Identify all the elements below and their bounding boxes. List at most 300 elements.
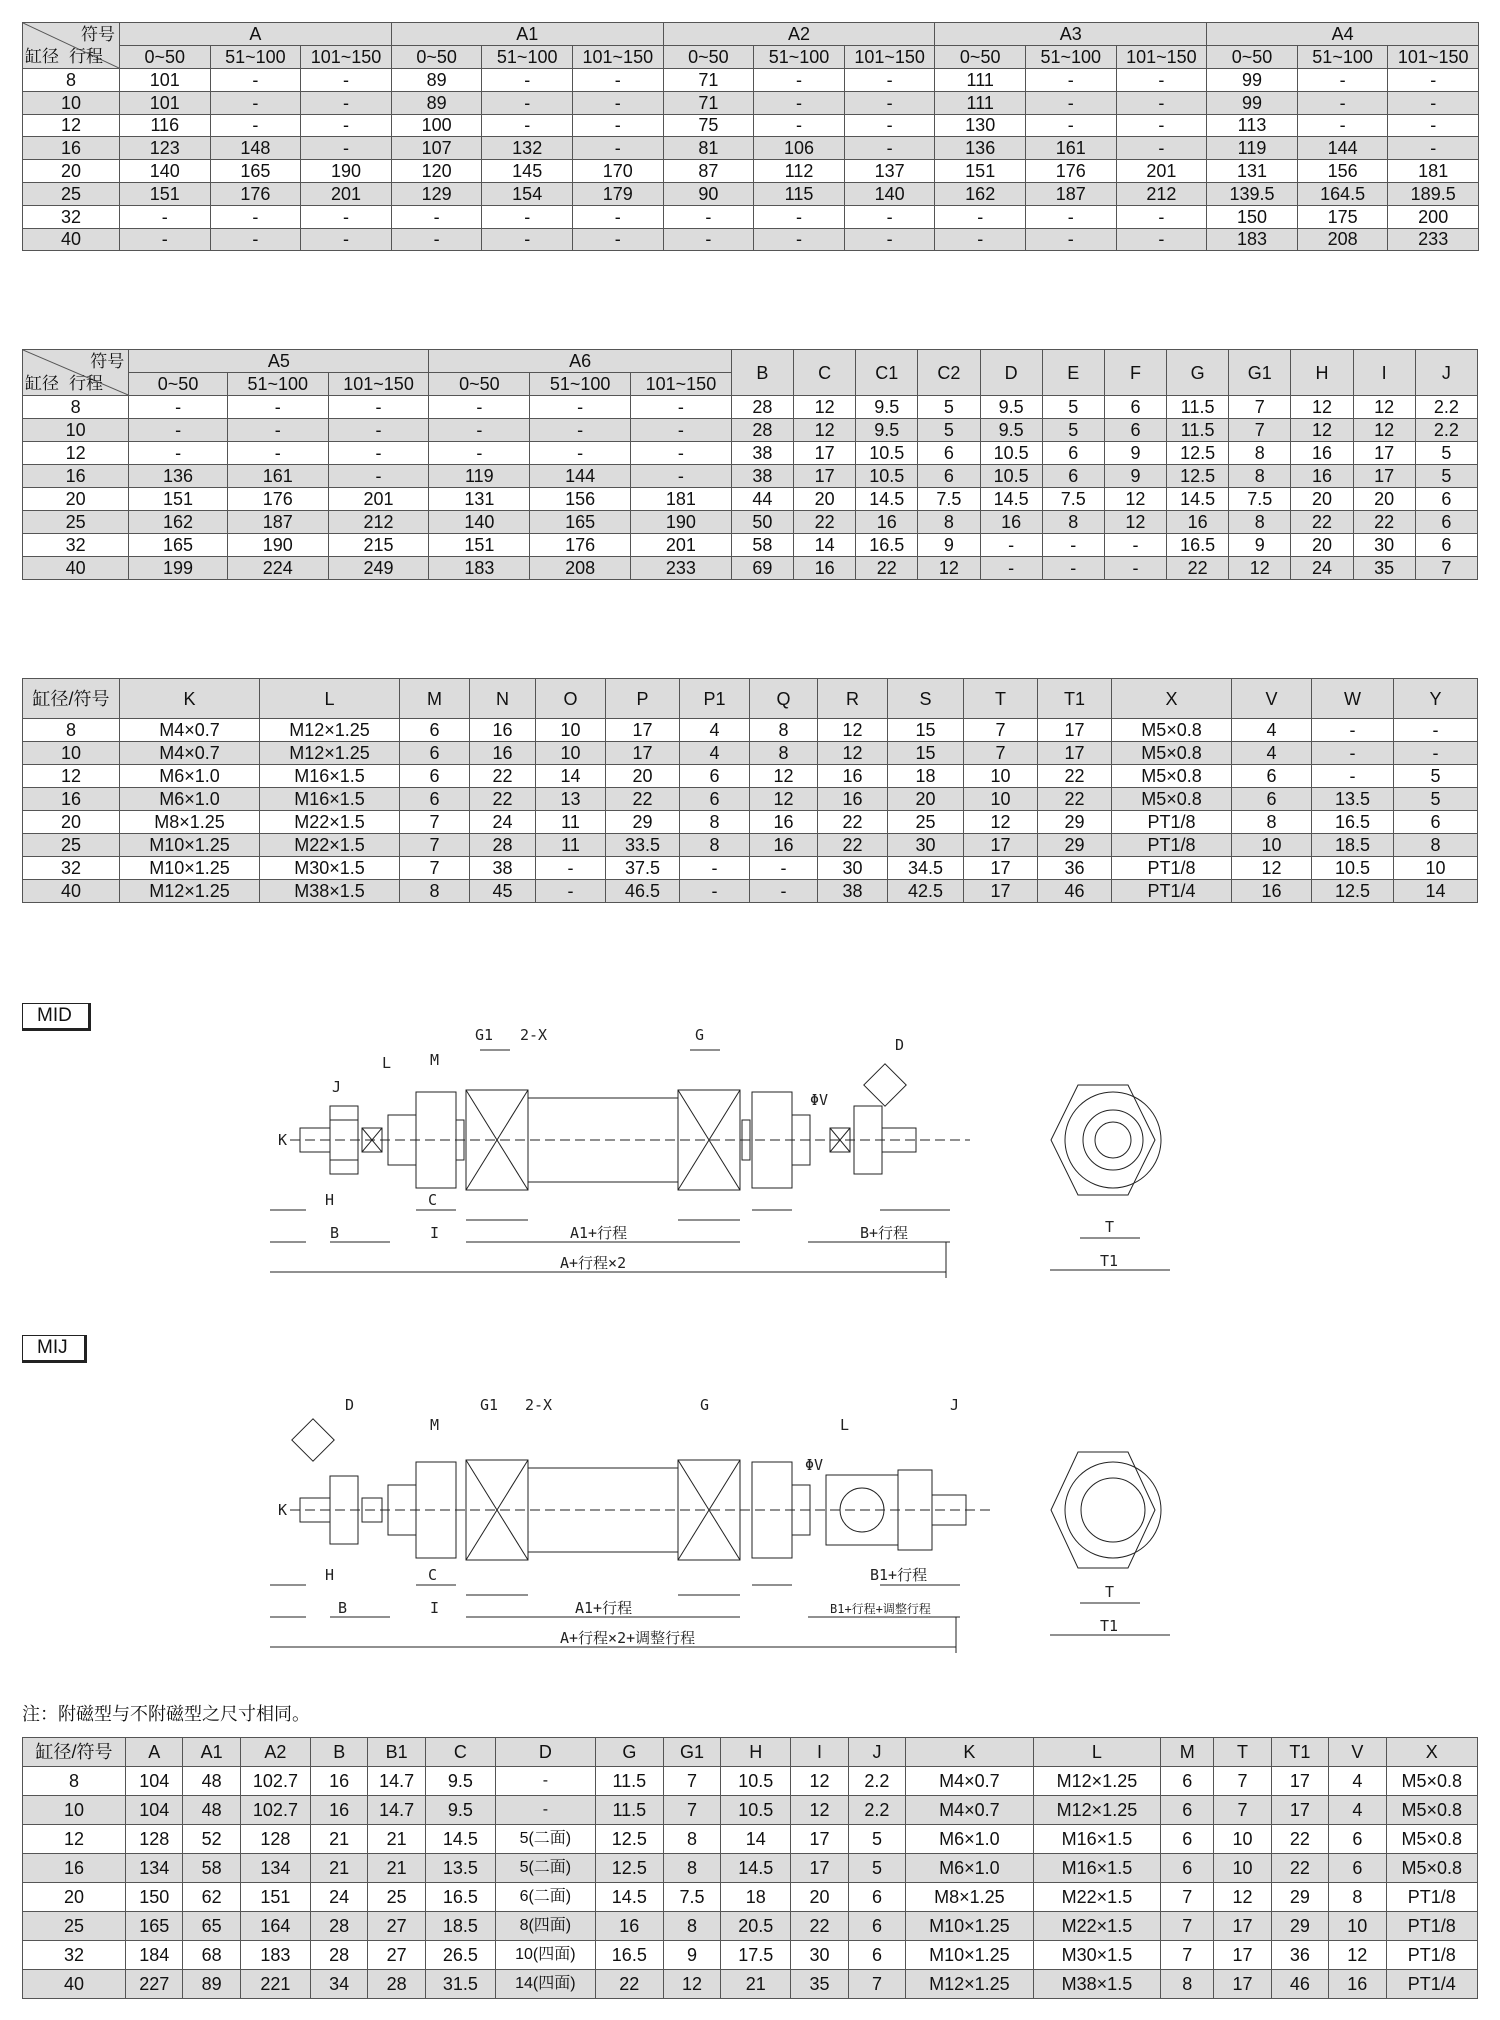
table-cell: A2	[663, 23, 935, 46]
table-cell: 28	[311, 1941, 368, 1970]
table-cell: -	[754, 91, 845, 114]
table-cell: C	[794, 350, 856, 396]
table-cell: 28	[731, 419, 793, 442]
table-cell: 35	[1353, 557, 1415, 580]
table-cell: -	[573, 91, 664, 114]
table-cell: 22	[1271, 1854, 1328, 1883]
table-cell: 136	[129, 465, 228, 488]
table-cell: 58	[731, 534, 793, 557]
table-cell: 6	[1415, 534, 1477, 557]
table-cell: M16×1.5	[260, 765, 400, 788]
table-cell: 30	[791, 1941, 848, 1970]
table-cell: -	[844, 137, 935, 160]
dimension-table-k	[22, 678, 1478, 903]
table-cell: M38×1.5	[1033, 1970, 1161, 1999]
table-cell: A6	[429, 350, 731, 373]
table-row	[23, 160, 1479, 183]
table-cell: 10.5	[980, 442, 1042, 465]
table-cell: 176	[530, 534, 631, 557]
table-row	[23, 811, 1478, 834]
table-cell: 68	[183, 1941, 240, 1970]
mij-dim-g1: G1	[480, 1396, 499, 1414]
mij-dim-t: T	[1105, 1583, 1115, 1601]
table-cell: -	[754, 114, 845, 137]
stroke-table-a	[22, 22, 1479, 251]
table-cell: 8	[23, 69, 120, 92]
table-cell: 215	[328, 534, 429, 557]
table-corner-header	[23, 23, 120, 69]
table-cell: -	[301, 205, 392, 228]
table-cell: 69	[731, 557, 793, 580]
table-cell: -	[1116, 69, 1207, 92]
table-cell: 249	[328, 557, 429, 580]
table-cell: 16	[311, 1767, 368, 1796]
table-cell: 12	[663, 1970, 720, 1999]
table-cell: -	[935, 205, 1026, 228]
table-cell: 201	[1116, 160, 1207, 183]
table-cell: M5×0.8	[1386, 1767, 1477, 1796]
table-cell: 17	[964, 880, 1038, 903]
table-cell: O	[536, 679, 606, 719]
table-cell: 17	[1214, 1970, 1271, 1999]
table-cell: -	[573, 69, 664, 92]
table-cell: 8	[23, 1767, 126, 1796]
table-cell: 17	[794, 465, 856, 488]
table-cell: 162	[129, 511, 228, 534]
table-cell: 51~100	[754, 46, 845, 69]
table-cell: -	[210, 91, 301, 114]
table-cell: 17.5	[721, 1941, 791, 1970]
table-cell: 208	[1297, 228, 1388, 251]
table-cell: H	[721, 1738, 791, 1767]
table-cell: 12	[1291, 396, 1353, 419]
table-cell: 29	[606, 811, 680, 834]
table-cell: -	[530, 396, 631, 419]
table-cell: 5	[1415, 465, 1477, 488]
table-cell: -	[754, 205, 845, 228]
table-cell: 46	[1038, 880, 1112, 903]
table-cell: 102.7	[240, 1796, 310, 1825]
table-cell: 20	[1353, 488, 1415, 511]
table-cell: -	[844, 114, 935, 137]
table-cell: A2	[240, 1738, 310, 1767]
mij-dim-b1adj: B1+行程+调整行程	[830, 1602, 931, 1616]
table-cell: 24	[311, 1883, 368, 1912]
table-cell: -	[301, 91, 392, 114]
table-cell: A	[120, 23, 392, 46]
mij-dim-l: L	[840, 1416, 850, 1434]
table-cell: S	[888, 679, 964, 719]
table-cell: E	[1042, 350, 1104, 396]
table-cell: 21	[311, 1854, 368, 1883]
table-cell: 17	[791, 1825, 848, 1854]
table-cell: 4	[1232, 719, 1312, 742]
table-cell: 20	[1291, 534, 1353, 557]
table-cell: 13.5	[1312, 788, 1394, 811]
table-cell: G1	[663, 1738, 720, 1767]
table-cell: 112	[754, 160, 845, 183]
table-cell: L	[1033, 1738, 1161, 1767]
table-cell: 16	[1329, 1970, 1386, 1999]
table-cell: 7	[400, 857, 470, 880]
table-cell: 51~100	[530, 373, 631, 396]
table-cell: 119	[429, 465, 530, 488]
table-cell: 190	[227, 534, 328, 557]
mid-dim-bs: B+行程	[860, 1224, 909, 1242]
table-cell: -	[210, 114, 301, 137]
table-cell: -	[482, 69, 573, 92]
table-cell: 22	[606, 788, 680, 811]
table-cell: 99	[1207, 69, 1298, 92]
table-cell: 161	[1026, 137, 1117, 160]
table-cell: M22×1.5	[1033, 1883, 1161, 1912]
table-cell: 131	[1207, 160, 1298, 183]
table-cell: M6×1.0	[120, 788, 260, 811]
table-cell: 165	[210, 160, 301, 183]
table-cell: 6	[1232, 788, 1312, 811]
table-cell: 12	[1329, 1941, 1386, 1970]
table-cell: M16×1.5	[1033, 1854, 1161, 1883]
table-cell: -	[980, 557, 1042, 580]
table-cell: W	[1312, 679, 1394, 719]
table-cell: 6	[1104, 396, 1166, 419]
table-cell: 20	[23, 488, 129, 511]
table-cell: -	[429, 419, 530, 442]
table-cell: 51~100	[1026, 46, 1117, 69]
table-cell: K	[906, 1738, 1034, 1767]
table-cell: -	[1116, 205, 1207, 228]
table-cell: -	[227, 419, 328, 442]
corner-stroke-label: 行程	[69, 47, 103, 66]
table-cell: 164	[240, 1912, 310, 1941]
table-cell: M10×1.25	[120, 834, 260, 857]
table-cell: 17	[1038, 719, 1112, 742]
table-cell: 4	[1329, 1767, 1386, 1796]
table-cell: 7	[1229, 396, 1291, 419]
table-cell: 151	[935, 160, 1026, 183]
table-row	[23, 91, 1479, 114]
table-cell: 12.5	[1167, 465, 1229, 488]
table-cell: 81	[663, 137, 754, 160]
table-cell: N	[470, 679, 536, 719]
table-cell: 51~100	[210, 46, 301, 69]
table-cell: 25	[23, 182, 120, 205]
table-cell: -	[750, 880, 818, 903]
mid-dim-l: L	[382, 1054, 392, 1072]
table-cell: 51~100	[482, 46, 573, 69]
table-cell: 212	[328, 511, 429, 534]
table-cell: 132	[482, 137, 573, 160]
table-cell: 201	[631, 534, 732, 557]
table-row	[23, 228, 1479, 251]
mij-drawing	[270, 1385, 1500, 1675]
table-cell: 6	[1161, 1796, 1214, 1825]
table-cell: 14.5	[425, 1825, 495, 1854]
table-cell: 11	[536, 834, 606, 857]
table-cell: 15	[888, 719, 964, 742]
table-cell: 12	[1353, 396, 1415, 419]
table-cell: 0~50	[935, 46, 1026, 69]
table-cell: 183	[429, 557, 530, 580]
table-cell: 16	[23, 788, 120, 811]
table-cell: A5	[129, 350, 429, 373]
table-row	[23, 396, 1478, 419]
table-cell: 15	[888, 742, 964, 765]
table-cell: 21	[721, 1970, 791, 1999]
table-cell: 6	[1042, 442, 1104, 465]
table-cell: M22×1.5	[1033, 1912, 1161, 1941]
table-cell: 4	[1329, 1796, 1386, 1825]
table-cell: 11	[536, 811, 606, 834]
table-cell: A4	[1207, 23, 1479, 46]
table-cell: B	[311, 1738, 368, 1767]
table-cell: 12	[23, 765, 120, 788]
table-cell: 45	[470, 880, 536, 903]
table-cell: 113	[1207, 114, 1298, 137]
table-cell: 8	[1329, 1883, 1386, 1912]
table-cell: -	[1116, 228, 1207, 251]
table-cell: -	[844, 69, 935, 92]
table-cell: 0~50	[1207, 46, 1298, 69]
table-cell: 130	[935, 114, 1026, 137]
table-cell: -	[1116, 114, 1207, 137]
table-row	[23, 1767, 1478, 1796]
table-row	[23, 857, 1478, 880]
table-cell: 5	[918, 419, 980, 442]
table-row	[23, 182, 1479, 205]
table-cell: 12	[23, 114, 120, 137]
table-cell: 148	[210, 137, 301, 160]
table-cell: 51~100	[1297, 46, 1388, 69]
table-cell: G	[595, 1738, 663, 1767]
table-cell: 52	[183, 1825, 240, 1854]
table-cell: 10	[536, 742, 606, 765]
table-cell: 123	[120, 137, 211, 160]
table-cell: 40	[23, 880, 120, 903]
table-cell: T1	[1038, 679, 1112, 719]
table-cell: 151	[240, 1883, 310, 1912]
table-cell: 2.2	[1415, 396, 1477, 419]
table-cell: 17	[606, 719, 680, 742]
mij-dim-g: G	[700, 1396, 710, 1414]
mid-dim-j: J	[332, 1078, 342, 1096]
table-cell: 201	[328, 488, 429, 511]
table-cell: 10	[964, 788, 1038, 811]
table-cell: 115	[754, 182, 845, 205]
table-cell: 111	[935, 69, 1026, 92]
table-cell: 16	[1232, 880, 1312, 903]
table-cell: 14.5	[980, 488, 1042, 511]
table-row	[23, 834, 1478, 857]
table-cell: -	[980, 534, 1042, 557]
table-row	[23, 1796, 1478, 1825]
table-cell: 17	[1271, 1796, 1328, 1825]
table-cell: -	[227, 396, 328, 419]
table-cell: 17	[1353, 442, 1415, 465]
table-cell: -	[631, 396, 732, 419]
table-cell: 128	[126, 1825, 183, 1854]
table-cell: 25	[368, 1883, 425, 1912]
table-cell: M6×1.0	[120, 765, 260, 788]
table-cell: 100	[391, 114, 482, 137]
mid-dim-a1: A1+行程	[570, 1224, 628, 1242]
table-cell: 10	[1214, 1854, 1271, 1883]
mij-dim-a: A+行程×2+调整行程	[560, 1629, 696, 1647]
table-cell: M10×1.25	[906, 1912, 1034, 1941]
table-cell: -	[227, 442, 328, 465]
table-cell: 16	[23, 465, 129, 488]
table-cell: 0~50	[663, 46, 754, 69]
table-cell: 5	[1042, 396, 1104, 419]
table-row	[23, 534, 1478, 557]
table-cell: 101	[120, 91, 211, 114]
table-cell: -	[301, 114, 392, 137]
table-cell: 7	[964, 719, 1038, 742]
table-cell: PT1/8	[1386, 1941, 1477, 1970]
table-cell: 28	[368, 1970, 425, 1999]
table-cell: 22	[856, 557, 918, 580]
table-cell: 144	[1297, 137, 1388, 160]
mid-dim-g1: G1	[475, 1026, 494, 1044]
table-cell: -	[631, 419, 732, 442]
table-cell: 128	[240, 1825, 310, 1854]
corner-symbol-label: 符号	[90, 352, 125, 371]
table-cell: 35	[791, 1970, 848, 1999]
table-cell: 17	[1353, 465, 1415, 488]
table-cell: 17	[1214, 1941, 1271, 1970]
table-cell: 8	[663, 1825, 720, 1854]
table-cell: -	[328, 419, 429, 442]
table-cell: 16	[1291, 465, 1353, 488]
table-cell: 17	[964, 834, 1038, 857]
table-cell: -	[495, 1767, 595, 1796]
table-cell: 40	[23, 228, 120, 251]
table-cell: 38	[731, 442, 793, 465]
table-cell: 9	[918, 534, 980, 557]
mij-dim-b: B	[338, 1599, 348, 1617]
table-cell: M16×1.5	[260, 788, 400, 811]
mij-dim-m: M	[430, 1416, 440, 1434]
mid-dim-t: T	[1105, 1218, 1115, 1236]
table-cell: -	[750, 857, 818, 880]
mid-dim-i: I	[430, 1224, 440, 1242]
table-cell: 11.5	[595, 1796, 663, 1825]
table-cell: 101~150	[844, 46, 935, 69]
table-cell: -	[210, 69, 301, 92]
mid-dim-g: G	[695, 1026, 705, 1044]
table-cell: P	[606, 679, 680, 719]
table-cell: 34	[311, 1970, 368, 1999]
table-cell: -	[1026, 228, 1117, 251]
table-cell: 227	[126, 1970, 183, 1999]
table-cell: 8	[680, 811, 750, 834]
table-cell: M4×0.7	[120, 719, 260, 742]
table-cell: 162	[935, 182, 1026, 205]
table-cell: 6	[1161, 1767, 1214, 1796]
table-cell: 14	[721, 1825, 791, 1854]
table-cell: 51~100	[227, 373, 328, 396]
table-cell: 8	[1232, 811, 1312, 834]
table-cell: T	[1214, 1738, 1271, 1767]
table-cell: 27	[368, 1941, 425, 1970]
mij-dim-2x: 2-X	[525, 1396, 553, 1414]
table-cell: 6	[848, 1912, 905, 1941]
table-cell: 11.5	[595, 1767, 663, 1796]
table-cell: 107	[391, 137, 482, 160]
table-cell: 16	[980, 511, 1042, 534]
mid-dim-h: H	[325, 1191, 335, 1209]
table-cell: 9	[663, 1941, 720, 1970]
table-cell: -	[631, 465, 732, 488]
table-cell: -	[429, 396, 530, 419]
table-cell: 16	[750, 834, 818, 857]
table-cell: 8(四面)	[495, 1912, 595, 1941]
table-cell: 17	[1038, 742, 1112, 765]
table-row	[23, 1912, 1478, 1941]
mij-dim-i: I	[430, 1599, 440, 1617]
table-cell: 16.5	[1312, 811, 1394, 834]
table-cell: 22	[595, 1970, 663, 1999]
table-cell: 25	[23, 511, 129, 534]
table-cell: 89	[391, 69, 482, 92]
table-cell: 17	[964, 857, 1038, 880]
table-cell: 7	[1161, 1883, 1214, 1912]
table-cell: 缸径/符号	[23, 1738, 126, 1767]
table-cell: 176	[1026, 160, 1117, 183]
table-cell: A	[126, 1738, 183, 1767]
table-cell: 11.5	[1167, 419, 1229, 442]
table-cell: 104	[126, 1796, 183, 1825]
table-cell: 16	[1291, 442, 1353, 465]
table-cell: M4×0.7	[906, 1767, 1034, 1796]
table-cell: 6	[1042, 465, 1104, 488]
table-cell: 12	[750, 765, 818, 788]
table-cell: 10	[1329, 1912, 1386, 1941]
table-row	[23, 511, 1478, 534]
table-cell: F	[1104, 350, 1166, 396]
table-cell: 34.5	[888, 857, 964, 880]
table-cell: 165	[129, 534, 228, 557]
table-cell: -	[1026, 205, 1117, 228]
table-cell: 151	[429, 534, 530, 557]
table-cell: 12	[918, 557, 980, 580]
table-row	[23, 114, 1479, 137]
table-cell: 6	[1329, 1825, 1386, 1854]
table-cell: -	[1042, 534, 1104, 557]
table-cell: 2.2	[848, 1767, 905, 1796]
table-cell: 12	[1104, 488, 1166, 511]
table-cell: 14.7	[368, 1767, 425, 1796]
table-cell: 5(二面)	[495, 1825, 595, 1854]
table-cell: -	[1388, 137, 1479, 160]
table-cell: 8	[23, 719, 120, 742]
table-cell: 10	[1232, 834, 1312, 857]
table-cell: -	[129, 442, 228, 465]
table-cell: 129	[391, 182, 482, 205]
table-cell: -	[1297, 69, 1388, 92]
table-cell: 5	[1394, 765, 1478, 788]
table-cell: 6	[848, 1883, 905, 1912]
table-cell: 7	[1161, 1941, 1214, 1970]
table-cell: D	[980, 350, 1042, 396]
table-cell: 5	[848, 1854, 905, 1883]
table-cell: 12	[794, 396, 856, 419]
table-cell: -	[429, 442, 530, 465]
table-cell: 20	[606, 765, 680, 788]
table-cell: 12	[794, 419, 856, 442]
table-cell: 33.5	[606, 834, 680, 857]
table-cell: 12.5	[1167, 442, 1229, 465]
